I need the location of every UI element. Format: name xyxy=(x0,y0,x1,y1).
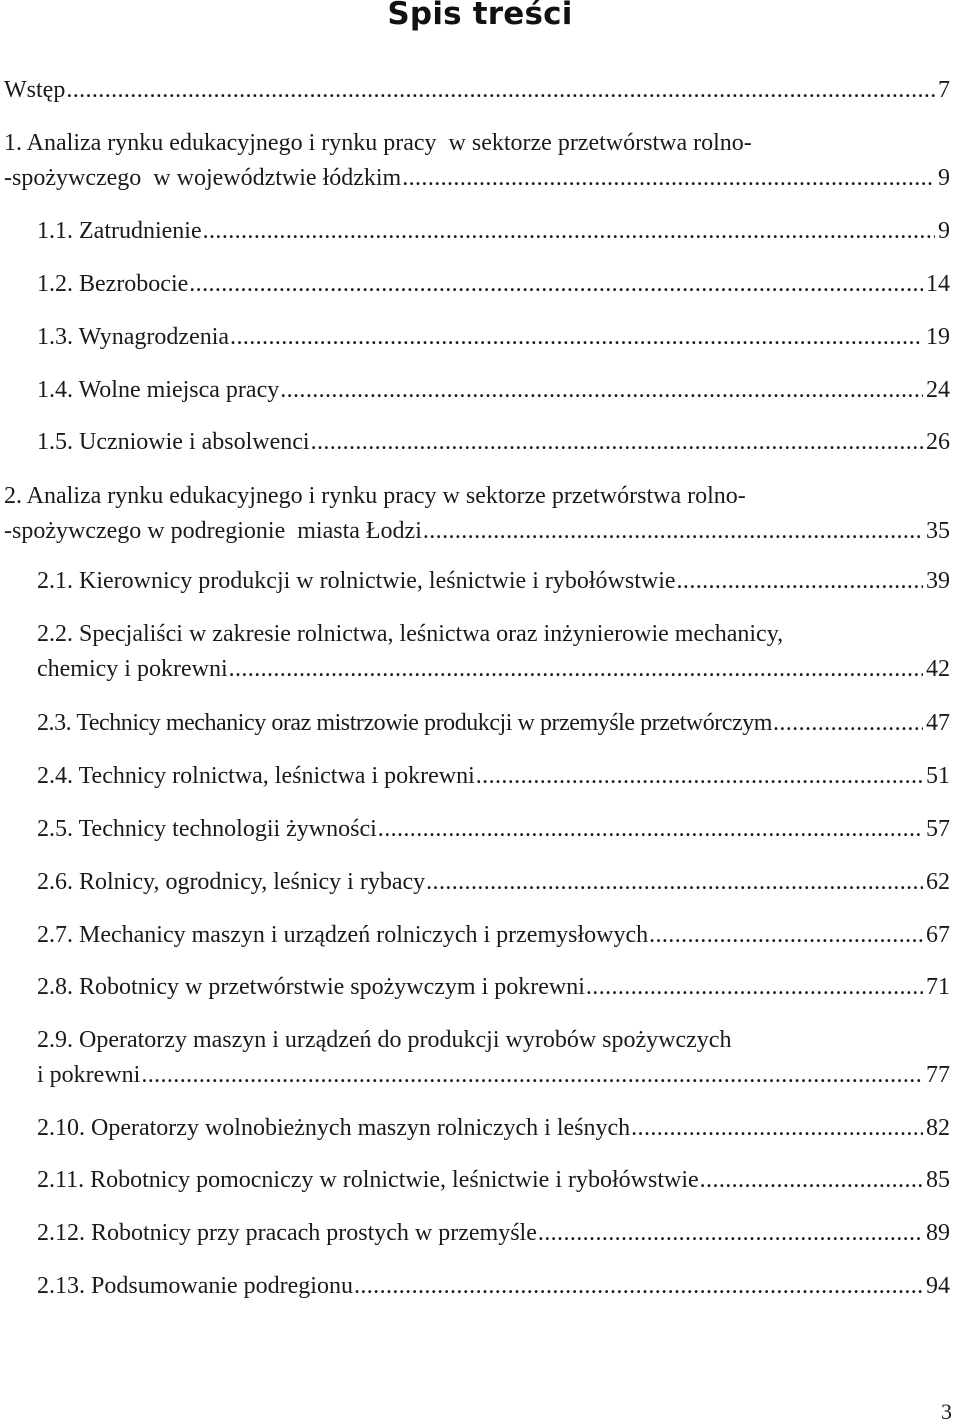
dot-leader xyxy=(280,375,923,405)
toc-entry-title: 2.4. Technicy rolnictwa, leśnictwa i pokrewni xyxy=(37,763,475,789)
dot-leader xyxy=(677,566,923,596)
toc-page-number: 9 xyxy=(938,165,950,191)
toc-page-number: 82 xyxy=(926,1115,950,1141)
dot-leader xyxy=(649,920,923,950)
dot-leader xyxy=(402,163,935,193)
dot-leader xyxy=(700,1165,923,1195)
dot-leader xyxy=(66,75,935,105)
toc-entry-title-line1: 2. Analiza rynku edukacyjnego i rynku pracy w sektorze przetwórstwa rolno- xyxy=(4,483,746,509)
toc-page-number: 47 xyxy=(926,710,950,736)
toc-entry-title: 2.5. Technicy technologii żywności xyxy=(37,816,377,842)
toc-page-number: 19 xyxy=(926,324,950,350)
toc-page-number: 42 xyxy=(926,656,950,682)
toc-page-number: 77 xyxy=(926,1062,950,1088)
toc-entry-title: 2.10. Operatorzy wolnobieżnych maszyn rolniczych i leśnych xyxy=(37,1115,631,1141)
toc-entry-title: 2.7. Mechanicy maszyn i urządzeń rolniczych i przemysłowych xyxy=(37,922,649,948)
toc-entry-title: -spożywczego w województwie łódzkim xyxy=(4,165,402,191)
toc-entry-title: 2.13. Podsumowanie podregionu xyxy=(37,1273,353,1299)
toc-entry-title: 2.3. Technicy mechanicy oraz mistrzowie produkcji w przemyśle przetwórczym xyxy=(37,710,772,736)
dot-leader xyxy=(230,322,923,352)
toc-entry-title: 2.6. Rolnicy, ogrodnicy, leśnicy i rybacy xyxy=(37,869,426,895)
dot-leader xyxy=(476,761,923,791)
toc-entry-title: 1.3. Wynagrodzenia xyxy=(37,324,230,350)
toc-page-number: 24 xyxy=(926,377,950,403)
toc-page-number: 89 xyxy=(926,1220,950,1246)
dot-leader xyxy=(203,216,935,246)
toc-page-number: 67 xyxy=(926,922,950,948)
toc-page-number: 57 xyxy=(926,816,950,842)
dot-leader xyxy=(538,1218,923,1248)
toc-entry-title: 2.1. Kierownicy produkcji w rolnictwie, leśnictwie i rybołówstwie xyxy=(37,568,676,594)
toc-page-number: 39 xyxy=(926,568,950,594)
footer-page-number: 3 xyxy=(941,1399,952,1424)
dot-leader xyxy=(311,427,923,457)
dot-leader xyxy=(354,1271,923,1301)
toc-entry-title: 1.2. Bezrobocie xyxy=(37,271,189,297)
toc-entry-title: 2.8. Robotnicy w przetwórstwie spożywczym i pokrewni xyxy=(37,974,585,1000)
dot-leader xyxy=(189,269,923,299)
dot-leader xyxy=(229,654,923,684)
toc-entry-title: -spożywczego w podregionie miasta Łodzi xyxy=(4,518,422,544)
toc-page-number: 51 xyxy=(926,763,950,789)
toc-entry-title: 1.1. Zatrudnienie xyxy=(37,218,202,244)
dot-leader xyxy=(586,972,923,1002)
toc-entry-title: 1.4. Wolne miejsca pracy xyxy=(37,377,280,403)
toc-page-number: 26 xyxy=(926,429,950,455)
page-title: Spis treści xyxy=(387,0,573,32)
toc-page-number: 71 xyxy=(926,974,950,1000)
toc-entry-title: 2.12. Robotnicy przy pracach prostych w przemyśle xyxy=(37,1220,537,1246)
toc-page-number: 7 xyxy=(938,77,950,103)
toc-page-number: 14 xyxy=(926,271,950,297)
toc-entry-title-line1: 2.9. Operatorzy maszyn i urządzeń do produkcji wyrobów spożywczych xyxy=(37,1027,732,1053)
toc-entry-title: 1.5. Uczniowie i absolwenci xyxy=(37,429,310,455)
toc-entry-title: chemicy i pokrewni xyxy=(37,656,228,682)
dot-leader xyxy=(773,708,923,738)
toc-page-number: 94 xyxy=(926,1273,950,1299)
dot-leader xyxy=(426,867,923,897)
toc-page-number: 35 xyxy=(926,518,950,544)
toc-entry-title: i pokrewni xyxy=(37,1062,141,1088)
toc-page-number: 62 xyxy=(926,869,950,895)
toc-page-number: 85 xyxy=(926,1167,950,1193)
dot-leader xyxy=(141,1060,923,1090)
dot-leader xyxy=(423,516,923,546)
toc-entry-title-line1: 1. Analiza rynku edukacyjnego i rynku pracy w sektorze przetwórstwa rolno- xyxy=(4,130,752,156)
toc-entry-title-line1: 2.2. Specjaliści w zakresie rolnictwa, leśnictwa oraz inżynierowie mechanicy, xyxy=(37,621,784,647)
toc-entry-title: Wstęp xyxy=(4,77,66,103)
toc-page-number: 9 xyxy=(938,218,950,244)
toc-entry-title: 2.11. Robotnicy pomocniczy w rolnictwie, leśnictwie i rybołówstwie xyxy=(37,1167,699,1193)
dot-leader xyxy=(378,814,923,844)
dot-leader xyxy=(631,1113,923,1143)
